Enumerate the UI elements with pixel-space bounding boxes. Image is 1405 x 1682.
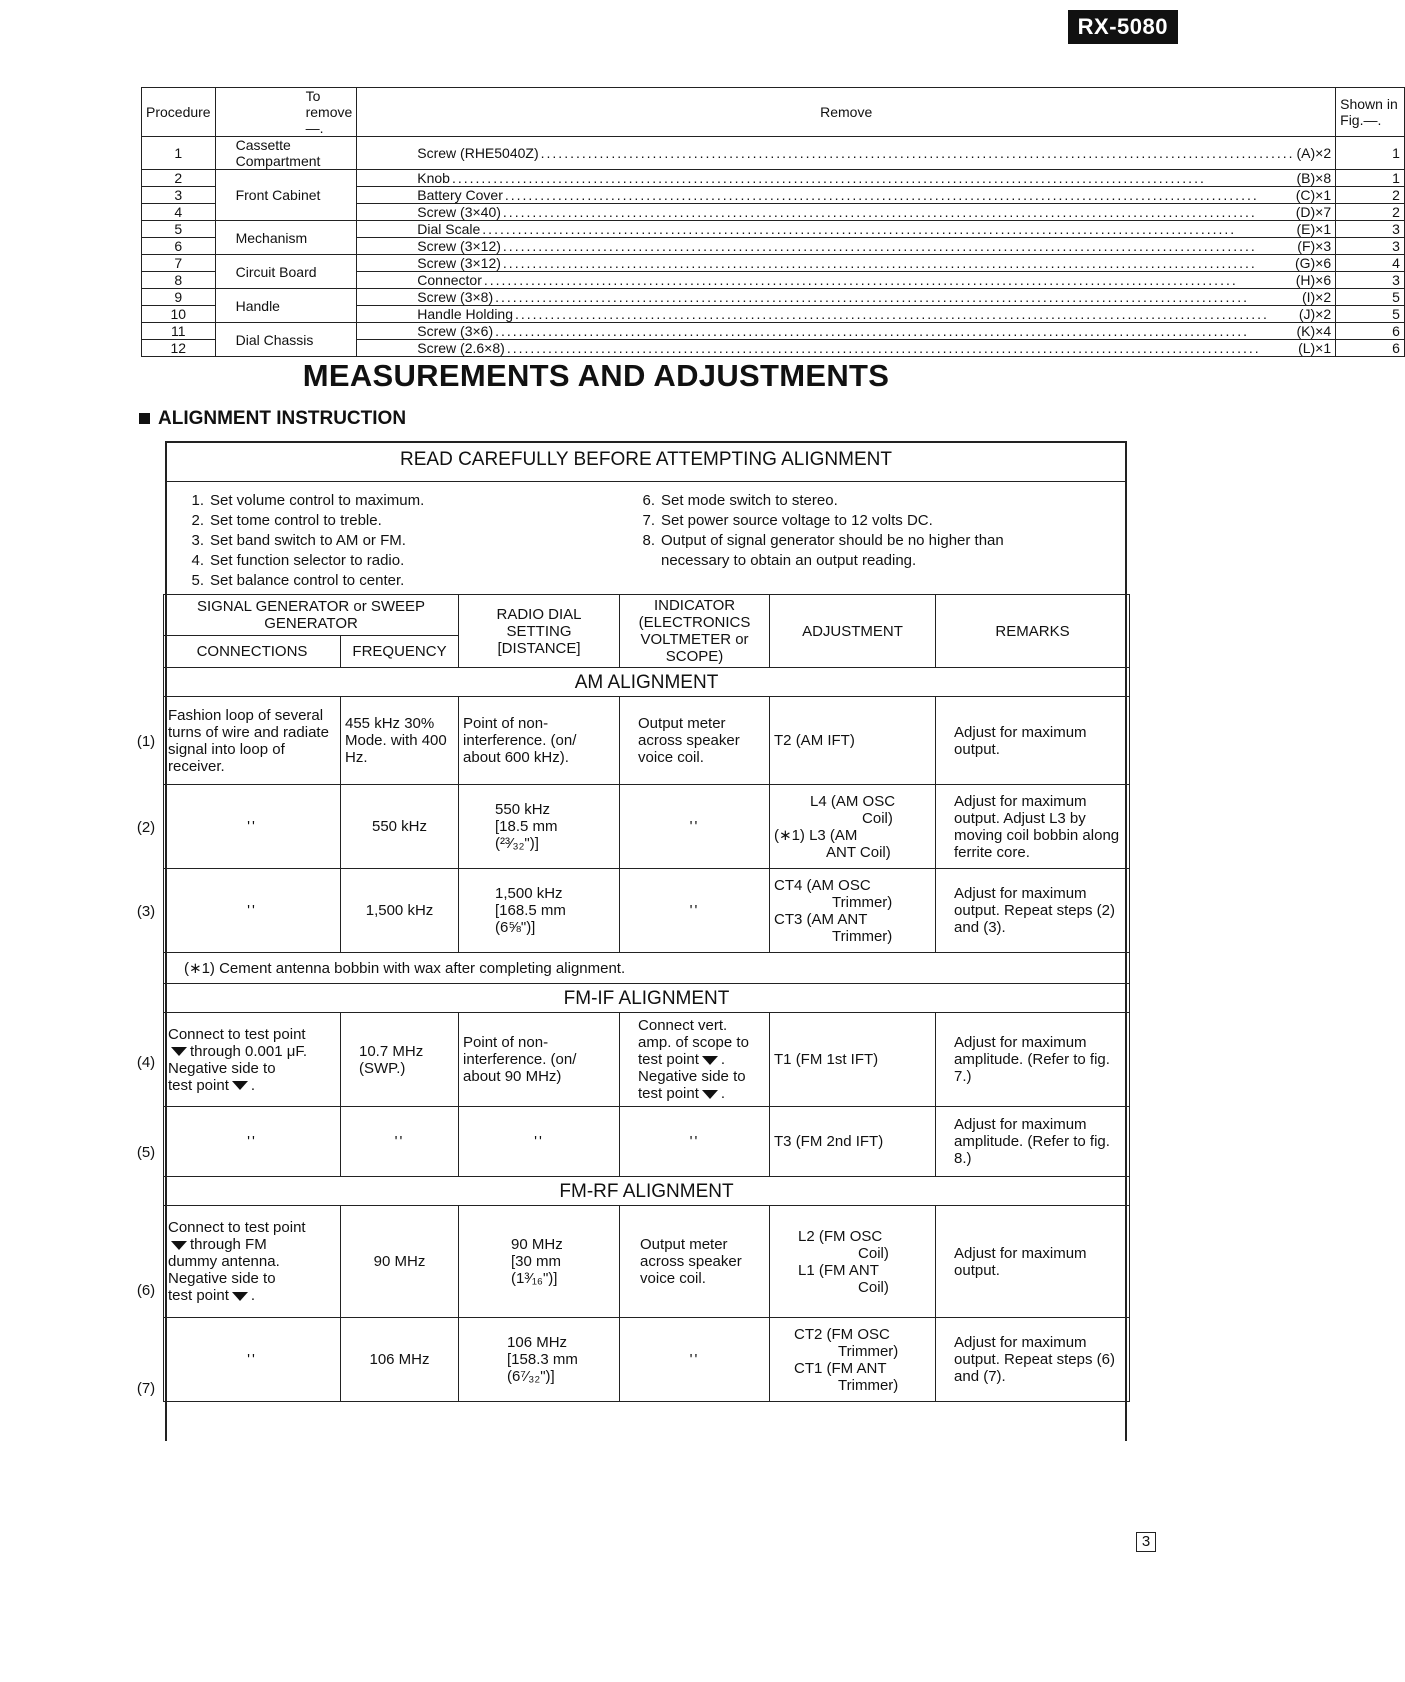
part-name: Cassette Compartment: [215, 137, 357, 170]
section-fm-if-alignment: FM-IF ALIGNMENT: [164, 984, 1130, 1013]
remove-item: Screw (3×8): [417, 289, 494, 305]
frequency-cell: 455 kHz 30% Mode. with 400 Hz.: [341, 697, 459, 785]
ditto-mark: '': [164, 785, 341, 869]
table-row: [164, 1013, 1130, 1107]
connections-cell: Connect to test point through 0.001 μF. Negative side to test point .: [164, 1013, 341, 1107]
ditto-mark: '': [459, 1107, 620, 1177]
fig-number: 2: [1336, 204, 1405, 221]
adjustment-cell: L2 (FM OSC Coil) L1 (FM ANT Coil): [770, 1206, 936, 1318]
fig-number: 5: [1336, 306, 1405, 323]
fig-number: 5: [1336, 289, 1405, 306]
ditto-mark: '': [164, 869, 341, 953]
row-label: (7): [136, 1380, 156, 1397]
procedure-number: 12: [142, 340, 216, 357]
fig-number: 1: [1336, 170, 1405, 187]
procedure-number: 8: [142, 272, 216, 289]
remarks-cell: Adjust for maximum output. Adjust L3 by moving coil bobbin along ferrite core.: [936, 785, 1130, 869]
table-header-row: [164, 595, 1130, 636]
remove-item: Knob: [417, 170, 450, 186]
ditto-mark: '': [164, 1107, 341, 1177]
remove-qty: (C)×1: [1295, 187, 1332, 203]
frequency-cell: 550 kHz: [341, 785, 459, 869]
part-name: Front Cabinet: [215, 170, 357, 221]
list-item: 3. Set band switch to AM or FM.: [191, 532, 406, 549]
dial-cell: 90 MHz [30 mm (1³⁄₁₆")]: [459, 1206, 620, 1318]
procedure-number: 2: [142, 170, 216, 187]
section-am-alignment: AM ALIGNMENT: [164, 668, 1130, 697]
adjustment-cell: T3 (FM 2nd IFT): [770, 1107, 936, 1177]
fig-number: 3: [1336, 272, 1405, 289]
list-item: 6. Set mode switch to stereo.: [642, 492, 838, 509]
table-header-row: [142, 88, 1405, 137]
header-to-remove: To remove—.: [215, 88, 357, 137]
remove-item: Screw (3×40): [417, 204, 501, 220]
dial-cell: 1,500 kHz [168.5 mm (6⅝")]: [459, 869, 620, 953]
am-note: (∗1) Cement antenna bobbin with wax after completing alignment.: [164, 953, 1130, 984]
fig-number: 6: [1336, 340, 1405, 357]
test-point-icon: [702, 1090, 718, 1099]
part-name: Dial Chassis: [215, 323, 357, 357]
dial-cell: 106 MHz [158.3 mm (6⁷⁄₃₂")]: [459, 1318, 620, 1402]
header-procedure: Procedure: [142, 88, 216, 137]
indicator-cell: Output meter across speaker voice coil.: [620, 1206, 770, 1318]
table-row: [142, 137, 1405, 170]
remove-qty: (L)×1: [1298, 340, 1332, 356]
indicator-cell: Output meter across speaker voice coil.: [620, 697, 770, 785]
procedure-number: 3: [142, 187, 216, 204]
procedure-number: 1: [142, 137, 216, 170]
remove-item: Screw (3×6): [417, 323, 494, 339]
section-heading-text: ALIGNMENT INSTRUCTION: [158, 408, 407, 429]
remarks-cell: Adjust for maximum output.: [936, 697, 1130, 785]
adjustment-cell: T1 (FM 1st IFT): [770, 1013, 936, 1107]
row-label: (5): [136, 1144, 156, 1161]
remove-qty: (J)×2: [1298, 306, 1332, 322]
procedure-number: 4: [142, 204, 216, 221]
list-item: necessary to obtain an output reading.: [661, 552, 917, 569]
remove-qty: (F)×3: [1297, 238, 1332, 254]
disassembly-table: [141, 87, 1405, 357]
fig-number: 2: [1336, 187, 1405, 204]
remove-item: Handle Holding: [417, 306, 513, 322]
header-radio-dial: RADIO DIAL SETTING [DISTANCE]: [459, 595, 620, 668]
adjustment-cell: CT4 (AM OSC Trimmer) CT3 (AM ANT Trimmer): [770, 869, 936, 953]
table-row: [164, 697, 1130, 785]
header-connections: CONNECTIONS: [164, 636, 341, 668]
remove-item: Connector: [417, 272, 482, 288]
remove-item: Battery Cover: [417, 187, 503, 203]
instructions-left: [182, 491, 424, 591]
procedure-number: 5: [142, 221, 216, 238]
table-row: [164, 785, 1130, 869]
header-remove: Remove: [357, 88, 1336, 137]
table-row: [142, 170, 1405, 187]
connections-cell: Fashion loop of several turns of wire and radiate signal into loop of receiver.: [164, 697, 341, 785]
square-bullet-icon: [139, 413, 150, 424]
fig-number: 1: [1336, 137, 1405, 170]
table-row: [164, 869, 1130, 953]
procedure-number: 9: [142, 289, 216, 306]
ditto-mark: '': [341, 1107, 459, 1177]
procedure-number: 11: [142, 323, 216, 340]
part-name: Handle: [215, 289, 357, 323]
remove-item: Screw (RHE5040Z): [417, 145, 539, 161]
test-point-icon: [232, 1081, 248, 1090]
remarks-cell: Adjust for maximum output. Repeat steps (6) and (7).: [936, 1318, 1130, 1402]
connections-cell: Connect to test point through FM dummy antenna. Negative side to test point .: [164, 1206, 341, 1318]
header-frequency: FREQUENCY: [341, 636, 459, 668]
remove-qty: (H)×6: [1295, 272, 1332, 288]
row-label: (4): [136, 1054, 156, 1071]
header-remarks: REMARKS: [936, 595, 1130, 668]
page-number: 3: [1136, 1532, 1156, 1552]
list-item: 1. Set volume control to maximum.: [191, 492, 425, 509]
procedure-number: 7: [142, 255, 216, 272]
remove-qty: (B)×8: [1296, 170, 1332, 186]
remove-qty: (D)×7: [1295, 204, 1332, 220]
divider: [165, 481, 1127, 482]
fig-number: 4: [1336, 255, 1405, 272]
list-item: 2. Set tome control to treble.: [191, 512, 382, 529]
read-carefully-title: READ CAREFULLY BEFORE ATTEMPTING ALIGNMENT: [400, 449, 892, 470]
header-adjustment: ADJUSTMENT: [770, 595, 936, 668]
ditto-mark: '': [620, 785, 770, 869]
frequency-cell: 90 MHz: [341, 1206, 459, 1318]
part-name: Circuit Board: [215, 255, 357, 289]
test-point-icon: [171, 1241, 187, 1250]
remarks-cell: Adjust for maximum output. Repeat steps (2) and (3).: [936, 869, 1130, 953]
dial-cell: Point of non-interference. (on/ about 600 kHz).: [459, 697, 620, 785]
adjustment-cell: CT2 (FM OSC Trimmer) CT1 (FM ANT Trimmer): [770, 1318, 936, 1402]
table-row: [164, 1318, 1130, 1402]
row-label: (1): [136, 733, 156, 750]
remove-qty: (G)×6: [1294, 255, 1332, 271]
test-point-icon: [702, 1056, 718, 1065]
remarks-cell: Adjust for maximum output.: [936, 1206, 1130, 1318]
ditto-mark: '': [620, 869, 770, 953]
alignment-table: [163, 594, 1130, 1402]
part-name: Mechanism: [215, 221, 357, 255]
ditto-mark: '': [620, 1318, 770, 1402]
table-row: [142, 289, 1405, 306]
dial-cell: Point of non-interference. (on/ about 90 MHz): [459, 1013, 620, 1107]
remove-item: Screw (3×12): [417, 238, 501, 254]
row-label: (6): [136, 1282, 156, 1299]
header-signal-generator: SIGNAL GENERATOR or SWEEP GENERATOR: [164, 595, 459, 636]
remove-item: Dial Scale: [417, 221, 481, 237]
remove-qty: (E)×1: [1296, 221, 1332, 237]
fig-number: 3: [1336, 238, 1405, 255]
indicator-cell: Connect vert. amp. of scope to test point . Negative side to test point .: [620, 1013, 770, 1107]
model-badge: RX-5080: [1068, 10, 1178, 44]
table-row: [142, 323, 1405, 340]
adjustment-cell: T2 (AM IFT): [770, 697, 936, 785]
ditto-mark: '': [164, 1318, 341, 1402]
page-title: MEASUREMENTS AND ADJUSTMENTS: [302, 358, 890, 393]
table-row: [164, 1206, 1130, 1318]
remove-qty: (K)×4: [1296, 323, 1332, 339]
fig-number: 6: [1336, 323, 1405, 340]
remarks-cell: Adjust for maximum amplitude. (Refer to fig. 7.): [936, 1013, 1130, 1107]
header-indicator: INDICATOR (ELECTRONICS VOLTMETER or SCOPE): [620, 595, 770, 668]
frequency-cell: 10.7 MHz (SWP.): [341, 1013, 459, 1107]
frequency-cell: 1,500 kHz: [341, 869, 459, 953]
frequency-cell: 106 MHz: [341, 1318, 459, 1402]
procedure-number: 6: [142, 238, 216, 255]
instructions-right: [633, 491, 1004, 571]
remove-item: Screw (3×12): [417, 255, 501, 271]
remarks-cell: Adjust for maximum amplitude. (Refer to fig. 8.): [936, 1107, 1130, 1177]
remove-qty: (A)×2: [1296, 145, 1332, 161]
fig-number: 3: [1336, 221, 1405, 238]
list-item: 4. Set function selector to radio.: [191, 552, 405, 569]
table-row: [164, 1107, 1130, 1177]
dial-cell: 550 kHz [18.5 mm (²³⁄₃₂")]: [459, 785, 620, 869]
procedure-number: 10: [142, 306, 216, 323]
list-item: 5. Set balance control to center.: [191, 572, 405, 589]
table-row: [142, 221, 1405, 238]
row-label: (2): [136, 819, 156, 836]
header-shown-in-fig: Shown in Fig.—.: [1336, 88, 1405, 137]
remove-qty: (I)×2: [1301, 289, 1332, 305]
test-point-icon: [171, 1047, 187, 1056]
table-row: [142, 255, 1405, 272]
list-item: 7. Set power source voltage to 12 volts DC.: [642, 512, 933, 529]
section-heading: [139, 408, 406, 430]
adjustment-cell: L4 (AM OSC Coil) (∗1) L3 (AM ANT Coil): [770, 785, 936, 869]
list-item: 8. Output of signal generator should be no higher than: [642, 532, 1004, 549]
remove-item: Screw (2.6×8): [417, 340, 505, 356]
test-point-icon: [232, 1292, 248, 1301]
section-fm-rf-alignment: FM-RF ALIGNMENT: [164, 1177, 1130, 1206]
row-label: (3): [136, 903, 156, 920]
ditto-mark: '': [620, 1107, 770, 1177]
